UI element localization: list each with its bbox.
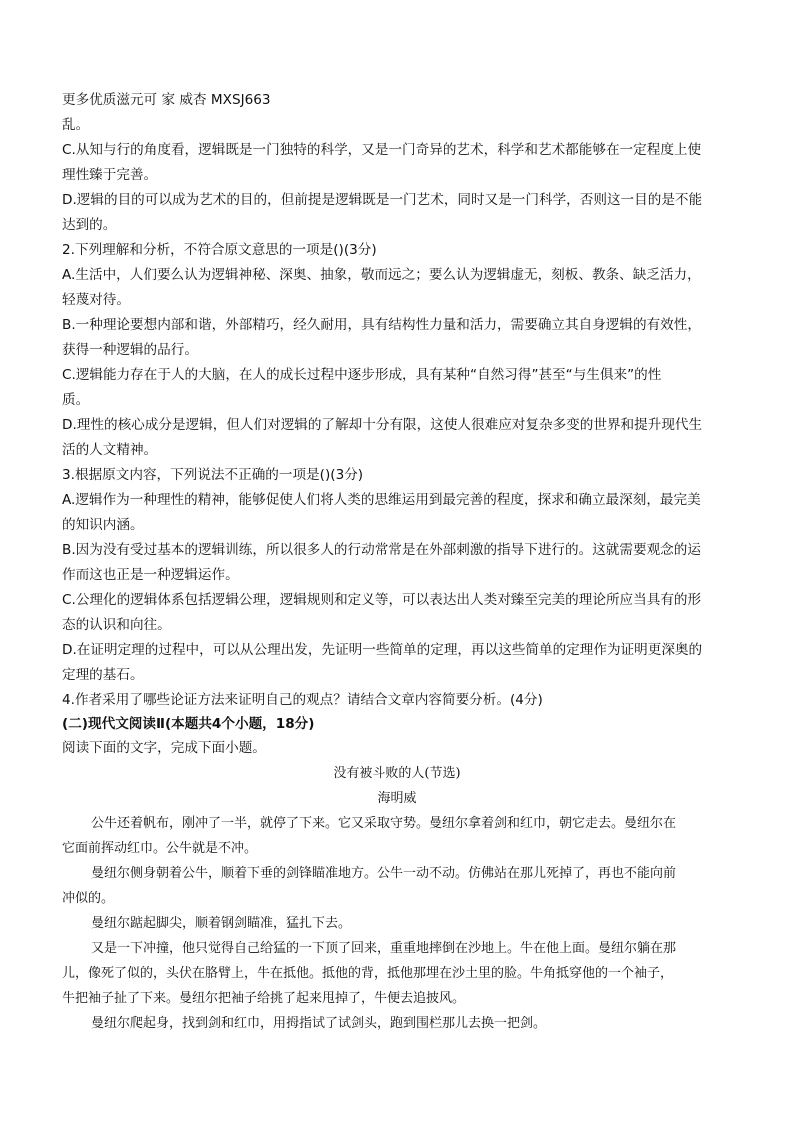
text-line: 活的人文精神。 [62,442,158,458]
option-d-line: D.在证明定理的过程中，可以从公理出发，先证明一些简单的定理，再以这些简单的定理作为证明更深奥的 [62,642,703,658]
story-paragraph-line: 儿，像死了似的，头伏在胳臂上，牛在抵他。抵他的背，抵他那埋在沙土里的脸。牛角抵穿他的一个袖子， [62,966,674,981]
question-4: 4.作者采用了哪些论证方法来证明自己的观点？请结合文章内容简要分析。(4分) [62,692,543,708]
story-author: 海明威 [377,791,417,806]
option-d-line: D.逻辑的目的可以成为艺术的目的，但前提是逻辑既是一门艺术，同时又是一门科学，否则这一目的是不能 [62,192,703,208]
story-paragraph-line: 牛把袖子扯了下来。曼纽尔把袖子给挑了起来甩掉了，牛便去追披风。 [62,991,466,1006]
text-line: 乱。 [62,117,90,133]
option-b-line: B.一种理论要想内部和谐，外部精巧，经久耐用，具有结构性力量和活力，需要确立其自身逻辑的有效性， [62,317,701,333]
text-line: 质。 [62,392,90,408]
option-a-line: A.生活中，人们要么认为逻辑神秘、深奥、抽象，敬而远之；要么认为逻辑虚无，刻板、教条、缺乏活力， [62,267,701,283]
option-c-line: C.公理化的逻辑体系包括逻辑公理，逻辑规则和定义等，可以表达出人类对臻至完美的理论所应当具有的形 [62,592,702,608]
text-line: 的知识内涵。 [62,517,144,533]
option-b-line: B.因为没有受过基本的逻辑训练，所以很多人的行动常常是在外部刺激的指导下进行的。这就需要观念的运 [62,542,701,558]
story-paragraph-line: 曼纽尔侧身朝着公牛，顺着下垂的剑锋瞄准地方。公牛一动不动。仿佛站在那儿死掉了，再也不能向前 [91,866,677,881]
question-2: 2.下列理解和分析，不符合原文意思的一项是()(3分) [62,242,377,258]
section-instruction: 阅读下面的文字，完成下面小题。 [62,740,266,756]
story-title: 没有被斗败的人(节选) [333,766,461,781]
section-title: (二)现代文阅读Ⅱ(本题共4个小题，18分) [62,716,315,732]
text-line: 达到的。 [62,217,117,233]
question-3: 3.根据原文内容，下列说法不正确的一项是()(3分) [62,467,364,483]
story-paragraph-line: 公牛还着帆布，刚冲了一半，就停了下来。它又采取守势。曼纽尔拿着剑和红巾，朝它走去。曼纽尔在 [91,816,677,831]
story-paragraph-line: 又是一下冲撞，他只觉得自己给猛的一下顶了回来，重重地摔倒在沙地上。牛在他上面。曼纽尔躺在那 [91,941,677,956]
text-line: 获得一种逻辑的品行。 [62,342,198,358]
story-paragraph-line: 曼纽尔爬起身，找到剑和红巾，用拇指试了试剑头，跑到围栏那儿去换一把剑。 [91,1016,547,1031]
story-paragraph-line: 曼纽尔踮起脚尖，顺着钢剑瞄准，猛扎下去。 [91,916,352,931]
story-paragraph-line: 冲似的。 [62,891,115,906]
option-a-line: A.逻辑作为一种理性的精神，能够促使人们将人类的思维运用到最完善的程度，探求和确立最深刻，最完美 [62,492,701,508]
option-d-line: D.理性的核心成分是逻辑，但人们对逻辑的了解却十分有限，这使人很难应对复杂多变的世界和提升现代生 [62,417,703,433]
header-watermark: 更多优质滋元可 家 威杏 MXSJ663 [62,92,271,108]
text-line: 理性臻于完善。 [62,167,158,183]
story-paragraph-line: 它面前挥动红巾。公牛就是不冲。 [62,841,258,856]
text-line: 定理的基石。 [62,667,144,683]
text-line: 轻蔑对待。 [62,292,130,308]
text-line: 作而这也正是一种逻辑运作。 [62,567,239,583]
option-c-line: C.逻辑能力存在于人的大脑，在人的成长过程中逐步形成，具有某种“自然习得”甚至“与生俱来”的性 [62,367,662,383]
text-line: 态的认识和向往。 [62,617,171,633]
option-c-line: C.从知与行的角度看，逻辑既是一门独特的科学，又是一门奇异的艺术，科学和艺术都能够在一定程度上使 [62,142,702,158]
